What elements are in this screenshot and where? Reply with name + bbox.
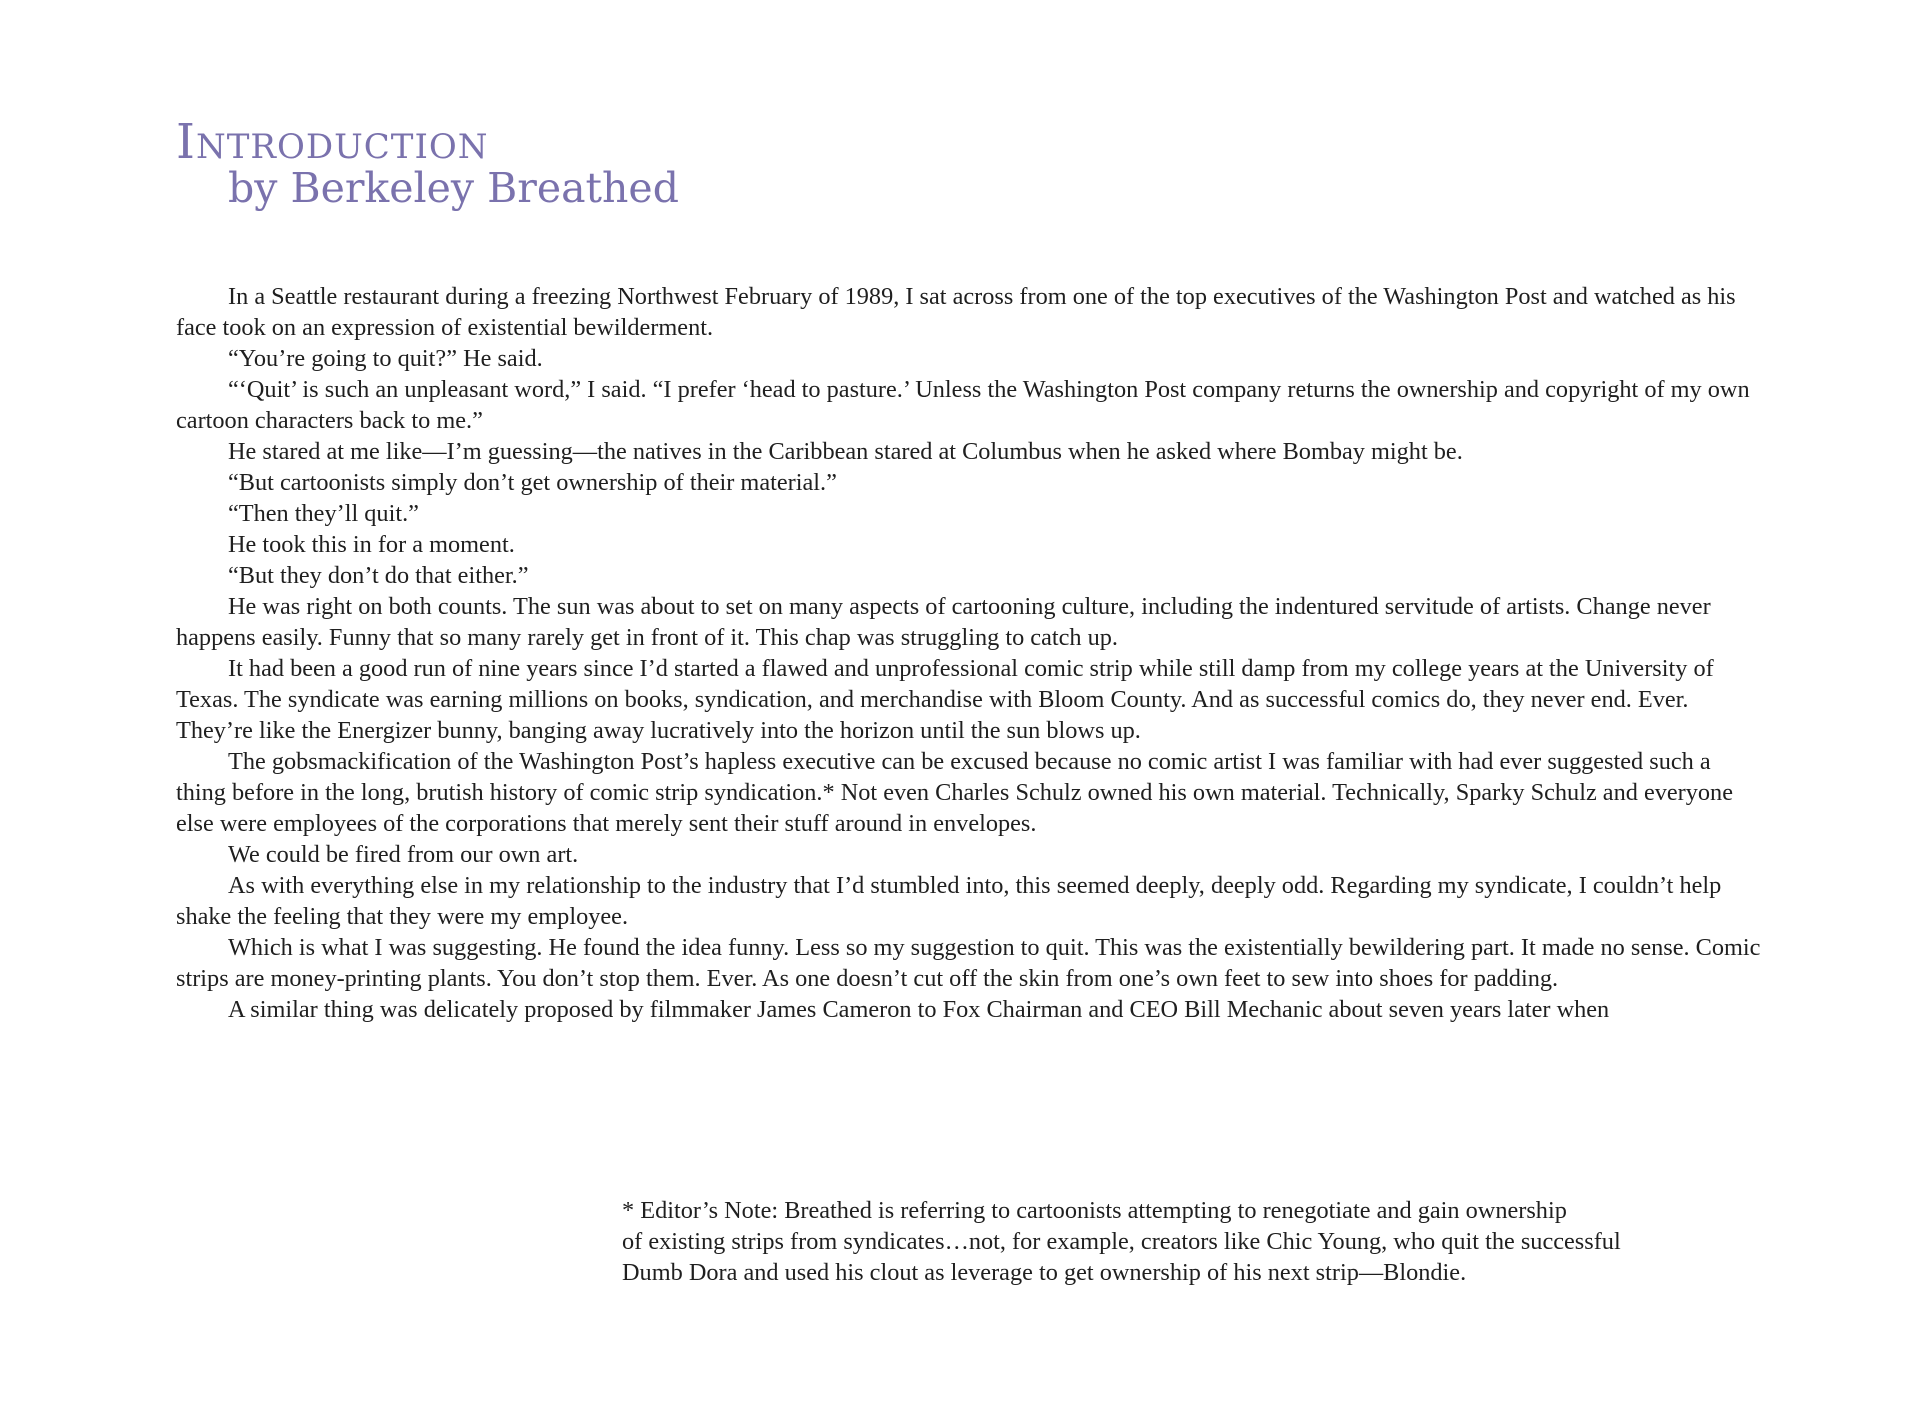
author-byline: by Berkeley Breathed [228,164,679,212]
paragraph: “But they don’t do that either.” [228,562,529,589]
chapter-title: Introduction [176,114,489,170]
paragraph: The gobsmackification of the Washington Post’s hapless executive can be excused because no comic artist I was familiar with had ever suggested such a thing before in the long, brutish history of comic strip syndication.* Not even Charles Schulz owned his own material. Technically, Sparky Schulz and everyone else were employees of the corporations that merely sent their stuff around in envelopes. [176,748,1733,837]
paragraph: He was right on both counts. The sun was about to set on many aspects of cartooning culture, including the indentured servitude of artists. Change never happens easily. Funny that so many rarely get in front of it. This chap was struggling to catch up. [176,593,1711,651]
paragraph: “‘Quit’ is such an unpleasant word,” I said. “I prefer ‘head to pasture.’ Unless the Washington Post company returns the ownership and copyright of my own cartoon characters back to me.” [176,376,1750,434]
editors-footnote [622,1195,1742,1288]
paragraph: It had been a good run of nine years since I’d started a flawed and unprofessional comic strip while still damp from my college years at the University of Texas. The syndicate was earning millions on books, syndication, and merchandise with Bloom County. And as successful comics do, they never end. Ever. They’re like the Energizer bunny, banging away lucratively into the horizon until the sun blows up. [176,655,1714,744]
paragraph: “You’re going to quit?” He said. [228,345,543,372]
paragraph: A similar thing was delicately proposed by filmmaker James Cameron to Fox Chairman and CEO Bill Mechanic about seven years later when [228,996,1610,1023]
paragraph: He took this in for a moment. [228,531,515,558]
chapter-heading [176,114,679,212]
paragraph: We could be fired from our own art. [228,841,579,868]
paragraph: As with everything else in my relationship to the industry that I’d stumbled into, this seemed deeply, deeply odd. Regarding my syndicate, I couldn’t help shake the feeling that they were my employee. [176,872,1722,930]
footnote-line: Dumb Dora and used his clout as leverage to get ownership of his next strip—Blondie. [622,1259,1467,1286]
paragraph: “Then they’ll quit.” [228,500,419,527]
paragraph: Which is what I was suggesting. He found the idea funny. Less so my suggestion to quit. This was the existentially bewildering part. It made no sense. Comic strips are money-printing plants. You don’t stop them. Ever. As one doesn’t cut off the skin from one’s own feet to sew into shoes for padding. [176,934,1761,992]
footnote-line: * Editor’s Note: Breathed is referring to cartoonists attempting to renegotiate and gain ownership [622,1197,1567,1224]
footnote-line: of existing strips from syndicates…not, for example, creators like Chic Young, who quit the successful [622,1228,1621,1255]
paragraph: “But cartoonists simply don’t get ownership of their material.” [228,469,837,496]
paragraph: He stared at me like—I’m guessing—the natives in the Caribbean stared at Columbus when he asked where Bombay might be. [228,438,1463,465]
body-text [176,281,1766,1025]
paragraph: In a Seattle restaurant during a freezing Northwest February of 1989, I sat across from one of the top executives of the Washington Post and watched as his face took on an expression of existential bewilderment. [176,283,1736,341]
